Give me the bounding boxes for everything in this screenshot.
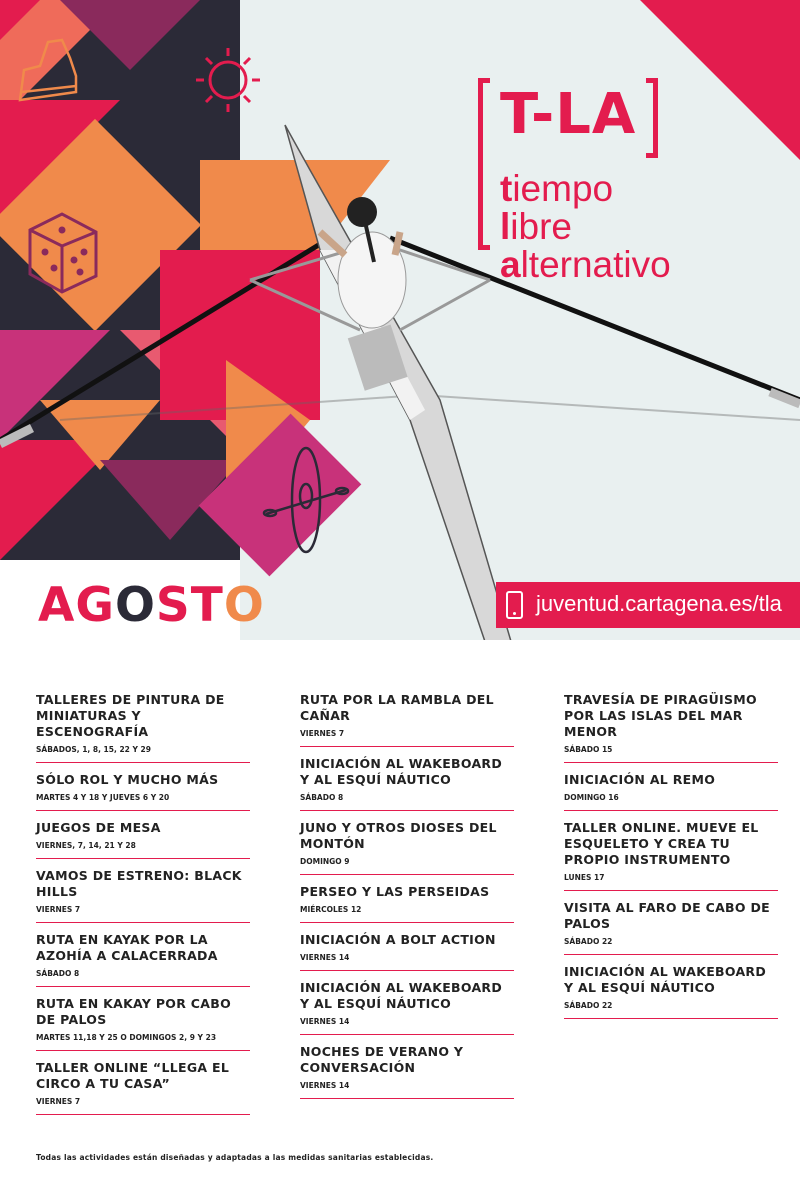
brand-logo — [478, 72, 778, 302]
month-title — [38, 580, 265, 632]
activity-item — [564, 692, 778, 763]
activity-date: DOMINGO 9 — [300, 857, 350, 866]
activity-date: SÁBADO 8 — [36, 969, 80, 978]
tagline-line-2: libre — [500, 206, 572, 247]
activity-title: TALLERES DE PINTURA DE MINIATURAS Y ESCENOGRAFÍA — [36, 692, 225, 739]
activity-title: INICIACIÓN AL REMO — [564, 772, 716, 787]
activity-item — [36, 1060, 250, 1115]
month-letter: A — [38, 578, 76, 633]
tagline-line-3: alternativo — [500, 244, 671, 285]
activity-item — [36, 996, 250, 1051]
activity-date: MIÉRCOLES 12 — [300, 905, 362, 914]
activity-item — [36, 868, 250, 923]
activity-date: SÁBADO 22 — [564, 937, 613, 946]
activity-item — [300, 692, 514, 747]
activity-date: VIERNES 7 — [36, 905, 81, 914]
activity-item — [564, 772, 778, 811]
activity-title: INICIACIÓN AL WAKEBOARD Y AL ESQUÍ NÁUTICO — [300, 756, 503, 787]
activity-title: RUTA EN KAYAK POR LA AZOHÍA A CALACERRADA — [36, 932, 218, 963]
tagline-line-1: tiempo — [500, 168, 614, 209]
activity-title: NOCHES DE VERANO Y CONVERSACIÓN — [300, 1044, 464, 1075]
activity-title: TRAVESÍA DE PIRAGÜISMO POR LAS ISLAS DEL MAR MENOR — [564, 692, 757, 739]
month-letter: T — [190, 578, 224, 633]
smartphone-icon — [506, 591, 523, 619]
activity-title: INICIACIÓN AL WAKEBOARD Y AL ESQUÍ NÁUTICO — [300, 980, 503, 1011]
activity-title: JUNO Y OTROS DIOSES DEL MONTÓN — [300, 820, 497, 851]
activity-item — [36, 692, 250, 763]
activity-item — [36, 932, 250, 987]
month-letter: G — [75, 578, 115, 633]
month-letter: O — [114, 578, 156, 633]
activity-item — [564, 900, 778, 955]
footnote: Todas las actividades están diseñadas y adaptadas a las medidas sanitarias establecidas. — [36, 1153, 434, 1162]
activity-date: SÁBADO 22 — [564, 1001, 613, 1010]
website-banner[interactable] — [496, 582, 800, 628]
activity-item — [300, 820, 514, 875]
activity-title: VISITA AL FARO DE CABO DE PALOS — [564, 900, 770, 931]
activity-date: SÁBADO 8 — [300, 793, 344, 802]
bracket-left — [478, 78, 490, 250]
activity-item — [564, 964, 778, 1019]
activity-title: SÓLO ROL Y MUCHO MÁS — [36, 772, 219, 787]
activity-title: RUTA EN KAKAY POR CABO DE PALOS — [36, 996, 232, 1027]
bracket-right — [646, 78, 658, 158]
activity-title: TALLER ONLINE. MUEVE EL ESQUELETO Y CREA TU PROPIO INSTRUMENTO — [564, 820, 759, 867]
activity-title: VAMOS DE ESTRENO: BLACK HILLS — [36, 868, 242, 899]
activity-item — [300, 932, 514, 971]
activity-item — [300, 1044, 514, 1099]
activity-date: DOMINGO 16 — [564, 793, 619, 802]
website-link[interactable]: juventud.cartagena.es/tla — [536, 591, 782, 616]
activity-column-3 — [564, 692, 778, 1028]
month-letter: S — [155, 578, 191, 633]
activity-title: INICIACIÓN A BOLT ACTION — [300, 932, 496, 947]
activity-title: JUEGOS DE MESA — [36, 820, 161, 835]
activity-title: TALLER ONLINE “LLEGA EL CIRCO A TU CASA” — [36, 1060, 230, 1091]
activity-date: VIERNES 7 — [36, 1097, 81, 1106]
activity-date: LUNES 17 — [564, 873, 605, 882]
activity-item — [36, 772, 250, 811]
brand-acronym: T-LA — [500, 82, 637, 147]
activity-date: VIERNES 7 — [300, 729, 345, 738]
activity-date: MARTES 11,18 Y 25 O DOMINGOS 2, 9 Y 23 — [36, 1033, 217, 1042]
activity-title: RUTA POR LA RAMBLA DEL CAÑAR — [300, 692, 494, 723]
activity-date: VIERNES, 7, 14, 21 Y 28 — [36, 841, 136, 850]
activity-column-2 — [300, 692, 514, 1108]
activity-item — [564, 820, 778, 891]
activity-column-1 — [36, 692, 250, 1124]
activity-date: SÁBADO 15 — [564, 745, 613, 754]
activity-item — [300, 756, 514, 811]
activity-title: INICIACIÓN AL WAKEBOARD Y AL ESQUÍ NÁUTICO — [564, 964, 767, 995]
activity-title: PERSEO Y LAS PERSEIDAS — [300, 884, 490, 899]
activity-item — [300, 884, 514, 923]
activity-date: VIERNES 14 — [300, 953, 350, 962]
activity-item — [300, 980, 514, 1035]
activity-date: SÁBADOS, 1, 8, 15, 22 Y 29 — [36, 745, 151, 754]
activity-item — [36, 820, 250, 859]
activity-date: VIERNES 14 — [300, 1017, 350, 1026]
month-letter: O — [223, 578, 265, 633]
activity-date: MARTES 4 Y 18 Y JUEVES 6 Y 20 — [36, 793, 170, 802]
activity-date: VIERNES 14 — [300, 1081, 350, 1090]
brand-tagline — [500, 170, 671, 284]
